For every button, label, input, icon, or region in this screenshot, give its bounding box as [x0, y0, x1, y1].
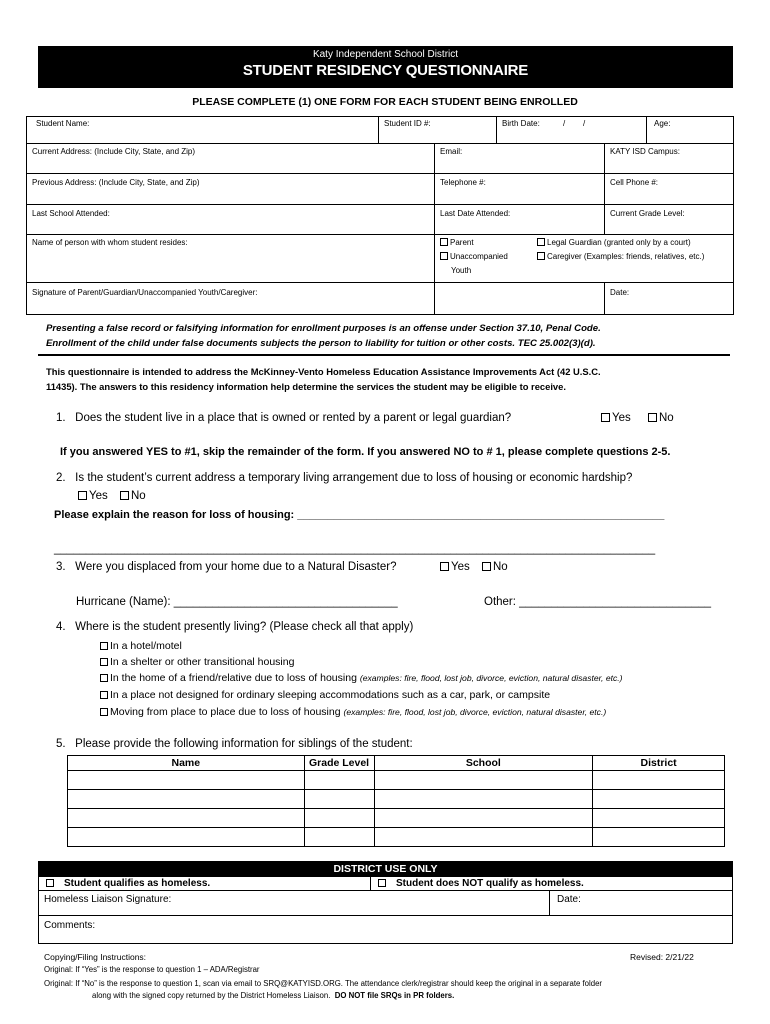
table-row[interactable] [68, 790, 725, 809]
table-row[interactable] [68, 828, 725, 847]
skip-note: If you answered YES to #1, skip the remainder of the form. If you answered NO to # 1, please complete questions 2-5. [60, 446, 671, 458]
caregiver-checkbox[interactable]: Caregiver (Examples: friends, relatives, etc.) [537, 252, 704, 261]
comments-field[interactable]: Comments: [44, 920, 96, 931]
liaison-signature-field[interactable]: Homeless Liaison Signature: [44, 894, 172, 905]
question-3: 3. Were you displaced from your home due to a Natural Disaster? [56, 561, 397, 573]
grid-line [26, 204, 734, 205]
grid-line [26, 234, 734, 235]
guardian-checkbox[interactable]: Legal Guardian (granted only by a court) [537, 238, 691, 247]
grid-line [732, 877, 733, 944]
q1-no-checkbox[interactable]: No [648, 412, 674, 424]
grid-line [370, 877, 371, 890]
district-name: Katy Independent School District [312, 49, 459, 60]
checkbox-icon [537, 238, 545, 246]
grid-line [733, 116, 734, 144]
footer-original-1: Original: If “Yes” is the response to question 1 – ADA/Registrar [44, 965, 260, 974]
question-1: 1. Does the student live in a place that is owned or rented by a parent or legal guardian? [56, 412, 512, 424]
table-cell[interactable] [374, 771, 593, 790]
question-2: 2. Is the student’s current address a temporary living arrangement due to loss of housing or economic hardship? [56, 472, 633, 484]
other-disaster-field[interactable]: Other: ______________________________ [484, 596, 712, 608]
table-cell[interactable] [593, 809, 725, 828]
grid-line [26, 116, 27, 144]
grid-line [733, 143, 734, 315]
column-header-district: District [593, 756, 725, 771]
grid-line [646, 116, 647, 144]
question-5: 5. Please provide the following information for siblings of the student: [56, 738, 413, 750]
current-address-field[interactable]: Current Address: (Include City, State, and Zip) [32, 147, 196, 156]
qualifies-checkbox[interactable]: Student qualifies as homeless. [46, 878, 210, 889]
grid-line [26, 143, 27, 315]
grid-line [26, 314, 734, 315]
signature-field[interactable]: Signature of Parent/Guardian/Unaccompanied Youth/Caregiver: [32, 288, 258, 297]
table-cell[interactable] [304, 828, 374, 847]
footer-original-3: along with the signed copy returned by the District Homeless Liaison. DO NOT file SRQs in PR folders. [92, 991, 455, 1000]
checkbox-icon [78, 491, 87, 500]
q3-no-checkbox[interactable]: No [482, 561, 508, 573]
table-row[interactable] [68, 771, 725, 790]
header-banner [38, 46, 733, 88]
loss-explanation-line[interactable]: ______________________________________________________________________________________________ [54, 543, 656, 555]
table-cell[interactable] [593, 790, 725, 809]
checkbox-icon [100, 674, 108, 682]
legal-warning: Presenting a false record or falsifying information for enrollment purposes is an offense under Section 37.10, Penal Code. Enrollment of the child under false documents subjects the person to liability for tuition or other costs. TEC 25.002(3)(d). [46, 323, 601, 349]
intro-text: This questionnaire is intended to address the McKinney-Vento Homeless Education Assistance Improvements Act (42 U.S.C. 11435). The answers to this residency information help determine the services the student may be eligible to receive. [46, 366, 601, 392]
grid-line [26, 173, 734, 174]
table-cell[interactable] [374, 809, 593, 828]
resides-with-field[interactable]: Name of person with whom student resides: [32, 238, 188, 247]
checkbox-icon [378, 879, 386, 887]
last-date-field[interactable]: Last Date Attended: [440, 209, 511, 218]
q2-yes-checkbox[interactable]: Yes [78, 490, 108, 502]
question-4: 4. Where is the student presently living? (Please check all that apply) [56, 621, 414, 633]
district-use-header: DISTRICT USE ONLY [38, 861, 733, 877]
living-option-hotel[interactable]: In a hotel/motel [100, 640, 182, 652]
table-cell[interactable] [593, 828, 725, 847]
youth-label: Youth [451, 266, 472, 275]
table-cell[interactable] [374, 828, 593, 847]
grid-line [38, 877, 39, 944]
grid-line [38, 943, 733, 944]
grid-line [26, 143, 734, 144]
checkbox-icon [440, 238, 448, 246]
last-school-field[interactable]: Last School Attended: [32, 209, 110, 218]
table-cell[interactable] [68, 828, 305, 847]
q2-no-checkbox[interactable]: No [120, 490, 146, 502]
student-name-field[interactable]: Student Name: [36, 119, 90, 128]
checkbox-icon [440, 252, 448, 260]
birth-date-separators: / / [563, 119, 586, 128]
living-option-friend-relative[interactable]: In the home of a friend/relative due to loss of housing (examples: fire, flood, lost job, divorce, eviction, natural disaster, etc.) [100, 672, 623, 684]
grid-line [26, 116, 734, 117]
table-cell[interactable] [374, 790, 593, 809]
checkbox-icon [100, 708, 108, 716]
grid-line [434, 143, 435, 315]
campus-field[interactable]: KATY ISD Campus: [610, 147, 680, 156]
birth-date-field[interactable]: Birth Date: [502, 119, 540, 128]
divider [38, 354, 730, 356]
footer-original-2: Original: If “No” is the response to question 1, scan via email to SRQ@KATYISD.ORG. The attendance clerk/registrar should keep the original in a separate folder [44, 979, 603, 988]
checkbox-icon [120, 491, 129, 500]
previous-address-field[interactable]: Previous Address: (Include City, State, and Zip) [32, 178, 200, 187]
table-cell[interactable] [593, 771, 725, 790]
not-qualifies-checkbox[interactable]: Student does NOT qualify as homeless. [378, 878, 584, 889]
siblings-table [67, 755, 725, 847]
column-header-school: School [374, 756, 593, 771]
hurricane-name-field[interactable]: Hurricane (Name): ___________________________________ [76, 596, 398, 608]
table-cell[interactable] [304, 809, 374, 828]
checkbox-icon [100, 642, 108, 650]
unaccompanied-checkbox[interactable]: Unaccompanied [440, 252, 508, 261]
student-id-field[interactable]: Student ID #: [384, 119, 431, 128]
living-option-shelter[interactable]: In a shelter or other transitional housing [100, 656, 294, 668]
copying-instructions: Copying/Filing Instructions: [44, 952, 147, 962]
grid-line [26, 282, 734, 283]
checkbox-icon [482, 562, 491, 571]
age-field[interactable]: Age: [654, 119, 671, 128]
checkbox-icon [100, 658, 108, 666]
living-option-unsheltered[interactable]: In a place not designed for ordinary sleeping accommodations such as a car, park, or campsite [100, 689, 550, 701]
grid-line [38, 915, 733, 916]
grid-line [378, 116, 379, 144]
table-header-row [68, 756, 725, 771]
telephone-field[interactable]: Telephone #: [440, 178, 486, 187]
checkbox-icon [648, 413, 657, 422]
grid-line [604, 143, 605, 235]
column-header-grade: Grade Level [304, 756, 374, 771]
grade-level-field[interactable]: Current Grade Level: [610, 209, 685, 218]
column-header-name: Name [68, 756, 305, 771]
cell-phone-field[interactable]: Cell Phone #: [610, 178, 659, 187]
checkbox-icon [440, 562, 449, 571]
table-row[interactable] [68, 809, 725, 828]
living-option-moving[interactable]: Moving from place to place due to loss of housing (examples: fire, flood, lost job, divorce, eviction, natural disaster, etc.) [100, 706, 606, 718]
table-cell[interactable] [68, 809, 305, 828]
q3-yes-checkbox[interactable]: Yes [440, 561, 470, 573]
grid-line [38, 890, 733, 891]
signature-date-field[interactable]: Date: [610, 288, 630, 297]
parent-checkbox[interactable]: Parent [440, 238, 474, 247]
revised-date: Revised: 2/21/22 [630, 952, 694, 962]
grid-line [496, 116, 497, 144]
table-cell[interactable] [304, 771, 374, 790]
table-cell[interactable] [304, 790, 374, 809]
checkbox-icon [537, 252, 545, 260]
liaison-date-field[interactable]: Date: [557, 894, 581, 905]
checkbox-icon [46, 879, 54, 887]
form-title: STUDENT RESIDENCY QUESTIONNAIRE [242, 62, 529, 79]
table-cell[interactable] [68, 771, 305, 790]
grid-line [549, 890, 550, 915]
checkbox-icon [601, 413, 610, 422]
q1-yes-checkbox[interactable]: Yes [601, 412, 631, 424]
grid-line [604, 282, 605, 315]
checkbox-icon [100, 691, 108, 699]
table-cell[interactable] [68, 790, 305, 809]
form-instruction: PLEASE COMPLETE (1) ONE FORM FOR EACH STUDENT BEING ENROLLED [192, 96, 578, 108]
loss-explanation-field[interactable]: Please explain the reason for loss of housing: ____________________________________________________________ [54, 509, 665, 521]
email-field[interactable]: Email: [440, 147, 463, 156]
